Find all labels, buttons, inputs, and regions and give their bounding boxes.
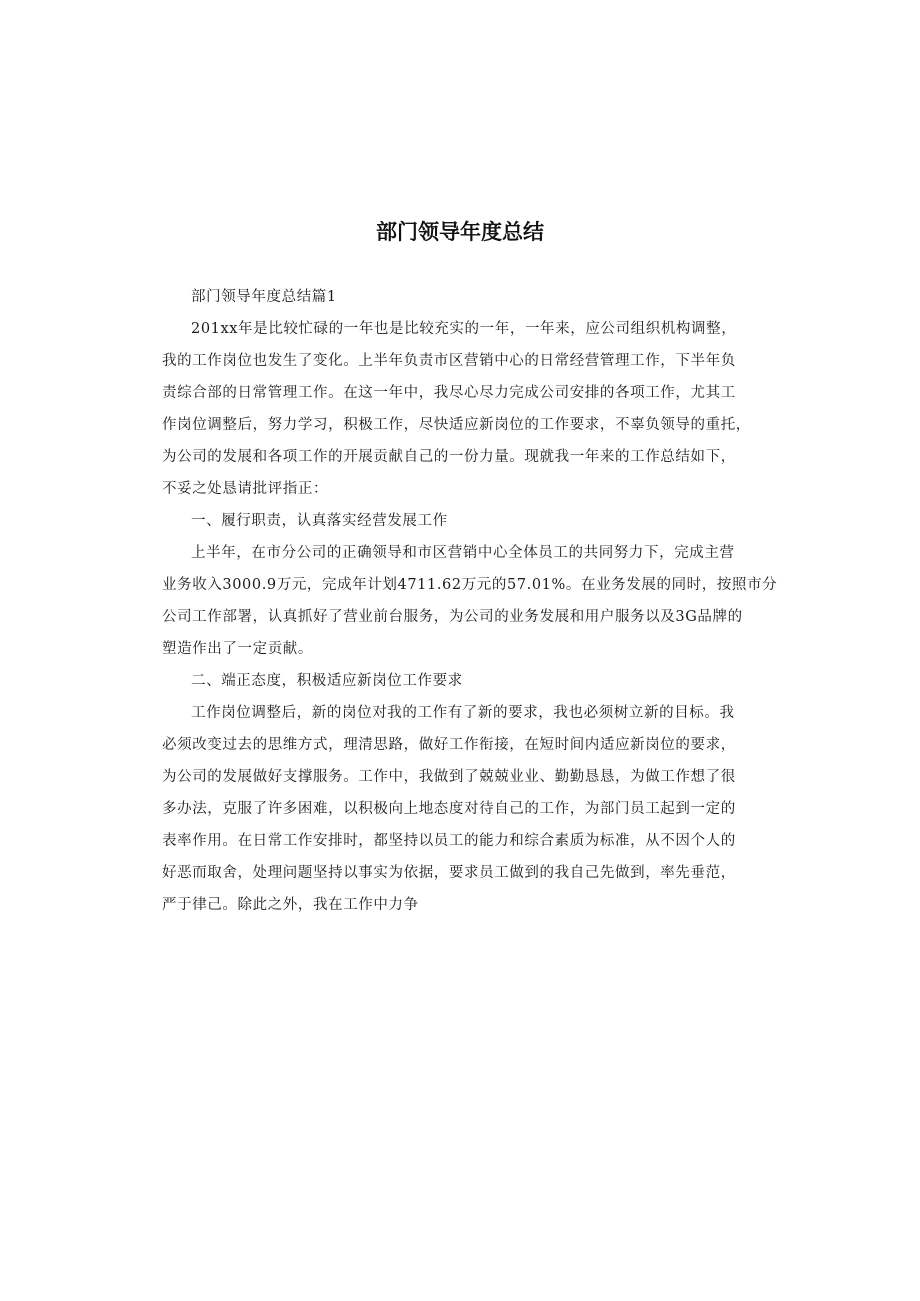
section-heading-2	[162, 665, 762, 697]
text-line: 责综合部的日常管理工作。在这一年中，我尽心尽力完成公司安排的各项工作，尤其工	[162, 385, 736, 401]
paragraph-section-1	[162, 537, 778, 665]
text-line: 作岗位调整后，努力学习，积极工作，尽快适应新岗位的工作要求，不辜负领导的重托，	[162, 417, 751, 433]
text-line: 好恶而取舍，处理问题坚持以事实为依据，要求员工做到的我自己先做到，率先垂范，	[162, 865, 736, 881]
document-body	[162, 281, 778, 921]
text-line: 为公司的发展做好支撑服务。工作中，我做到了兢兢业业、勤勤恳恳，为做工作想了很	[162, 769, 736, 785]
text-line: 塑造作出了一定贡献。	[162, 641, 313, 657]
text-line: 二、端正态度，积极适应新岗位工作要求	[191, 673, 463, 689]
section-heading-1	[162, 505, 762, 537]
text-line: 业务收入3000.9万元，完成年计划4711.62万元的57.01%。在业务发展的同时，按照市分	[162, 577, 778, 593]
text-line: 表率作用。在日常工作安排时，都坚持以员工的能力和综合素质为标准，从不因个人的	[162, 833, 736, 849]
text-line: 为公司的发展和各项工作的开展贡献自己的一份力量。现就我一年来的工作总结如下，	[162, 449, 736, 465]
text-line: 严于律己。除此之外，我在工作中力争	[162, 897, 419, 913]
section-heading-part1	[162, 281, 762, 313]
document-title: 部门领导年度总结	[376, 220, 544, 244]
text-line: 多办法，克服了许多困难，以积极向上地态度对待自己的工作，为部门员工起到一定的	[162, 801, 736, 817]
text-line: 一、履行职责，认真落实经营发展工作	[191, 513, 448, 529]
paragraph-section-2	[162, 697, 762, 921]
text-line: 公司工作部署，认真抓好了营业前台服务，为公司的业务发展和用户服务以及3G品牌的	[162, 609, 743, 625]
paragraph-intro	[162, 313, 762, 505]
text-line: 201xx年是比较忙碌的一年也是比较充实的一年，一年来，应公司组织机构调整，	[191, 321, 737, 337]
text-line: 部门领导年度总结篇1	[191, 289, 337, 305]
text-line: 必须改变过去的思维方式，理清思路，做好工作衔接，在短时间内适应新岗位的要求，	[162, 737, 736, 753]
text-line: 我的工作岗位也发生了变化。上半年负责市区营销中心的日常经营管理工作，下半年负	[162, 353, 736, 369]
text-line: 上半年，在市分公司的正确领导和市区营销中心全体员工的共同努力下，完成主营	[191, 545, 735, 561]
text-line: 工作岗位调整后，新的岗位对我的工作有了新的要求，我也必须树立新的目标。我	[191, 705, 735, 721]
text-line: 不妥之处恳请批评指正：	[162, 481, 329, 497]
